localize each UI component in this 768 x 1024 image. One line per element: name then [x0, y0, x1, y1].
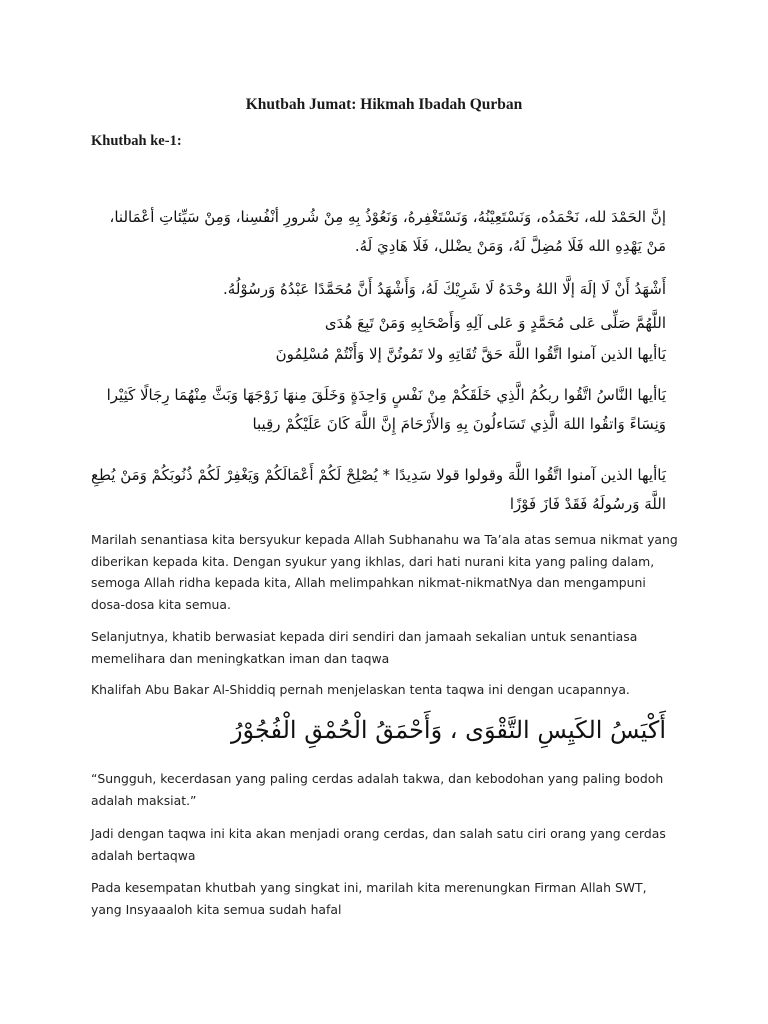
- paragraph-abu-bakar: Khalifah Abu Bakar Al-Shiddiq pernah menjelaskan tenta taqwa ini dengan ucapannya.: [91, 682, 630, 697]
- document-title: Khutbah Jumat: Hikmah Ibadah Qurban: [245, 96, 523, 113]
- paragraph-advice: Selanjutnya, khatib berwasiat kepada diri sendiri dan jamaah sekalian untuk senantiasa memelihara dan meningkatkan iman dan taqwa: [91, 629, 638, 666]
- arabic-verse-imran: يَاأيها الذين آمنوا اتَّقُوا اللَّهَ حَقَّ تُقَاتِهِ ولا تَمُوتُنَّ إلا وَأَنْتُمْ مُسْلِمُونَ: [275, 345, 666, 363]
- arabic-verse-nisa: يَاأيها النَّاسُ اتَّقُوا ربكُمُ الَّذِي خَلَقَكُمْ مِنْ نَفْسٍ وَاحِدَةٍ وَخَلَقَ مِنهَا زَوْجَهَا وَبَثَّ مِنْهُمَا رِجَالًا كَثِيْرا وَنِسَاءً وَاتقُوا اللهَ الَّذِي تَسَاءلُونَ بِهِ وَالأَرْحَامَ إِنَّ اللَّهَ كَانَ عَلَيْكُمْ رقِيبا: [106, 386, 666, 433]
- paragraph-gratitude: Marilah senantiasa kita bersyukur kepada Allah Subhanahu wa Ta’ala atas semua nikmat yang diberikan kepada kita. Dengan syukur yang ikhlas, dari hati nurani kita yang paling dalam, semoga Allah ridha kepada kita, Allah melimpahkan nikmat-nikmatNya dan mengampuni dosa-dosa kita semua.: [91, 532, 678, 612]
- paragraph-closing: Pada kesempatan khutbah yang singkat ini, marilah kita merenungkan Firman Allah SWT, yang Insyaaaloh kita semua sudah hafal: [91, 880, 647, 917]
- paragraph-quote-translation: “Sungguh, kecerdasan yang paling cerdas adalah takwa, dan kebodohan yang paling bodoh adalah maksiat.”: [91, 771, 664, 808]
- arabic-opening-praise: إنَّ الحَمْدَ لله، نَحْمَدُه، وَنَسْتَعِيْنُهُ، وَنَسْتَغْفِرهُ، وَنَعُوْذُ بِهِ مِنْ شُرورِ أنْفُسِنا، وَمِنْ سَيِّئاتِ أعْمَالنا، مَنْ يَهْدِهِ الله فَلَا مُضِلَّ لَهُ، وَمَنْ يضْلل، فَلَا هَادِيَ لَهُ.: [109, 208, 666, 255]
- paragraph-taqwa: Jadi dengan taqwa ini kita akan menjadi orang cerdas, dan salah satu ciri orang yang cerdas adalah bertaqwa: [91, 826, 666, 863]
- arabic-salawat: اللَّهُمَّ صَلِّى عَلى مُحَمَّدٍ وَ عَلى آلِهِ وَأَصْحَابِهِ وَمَنْ تَبِعَ هُدَى: [324, 314, 666, 332]
- section-heading: Khutbah ke-1:: [91, 133, 182, 149]
- arabic-quote: أَكْيَسُ الكَيِسِ التَّقْوَى ، وَأَحْمَقُ الْحُمْقِ الْفُجُوْرُ: [230, 716, 666, 744]
- arabic-verse-ahzab: يَاأيها الذين آمنوا اتَّقُوا اللَّهَ وقولوا قولا سَدِيدًا * يُصْلِحْ لَكُمْ أَعْمَالَكُمْ وَيَغْفِرْ لَكُمْ ذُنُوبَكُمْ وَمَنْ يُطِعِ اللَّهَ وَرسُولَهُ فَقَدْ فَازَ فَوْزًا: [90, 466, 666, 513]
- arabic-shahada: أَشْهَدُ أَنْ لَا إلَهَ إلَّا اللهُ وحْدَهُ لَا شَرِيْكَ لَهُ، وَأَشْهَدُ أَنَّ مُحَمَّدًا عَبْدُهُ وَرسُوْلُهُ.: [223, 280, 666, 298]
